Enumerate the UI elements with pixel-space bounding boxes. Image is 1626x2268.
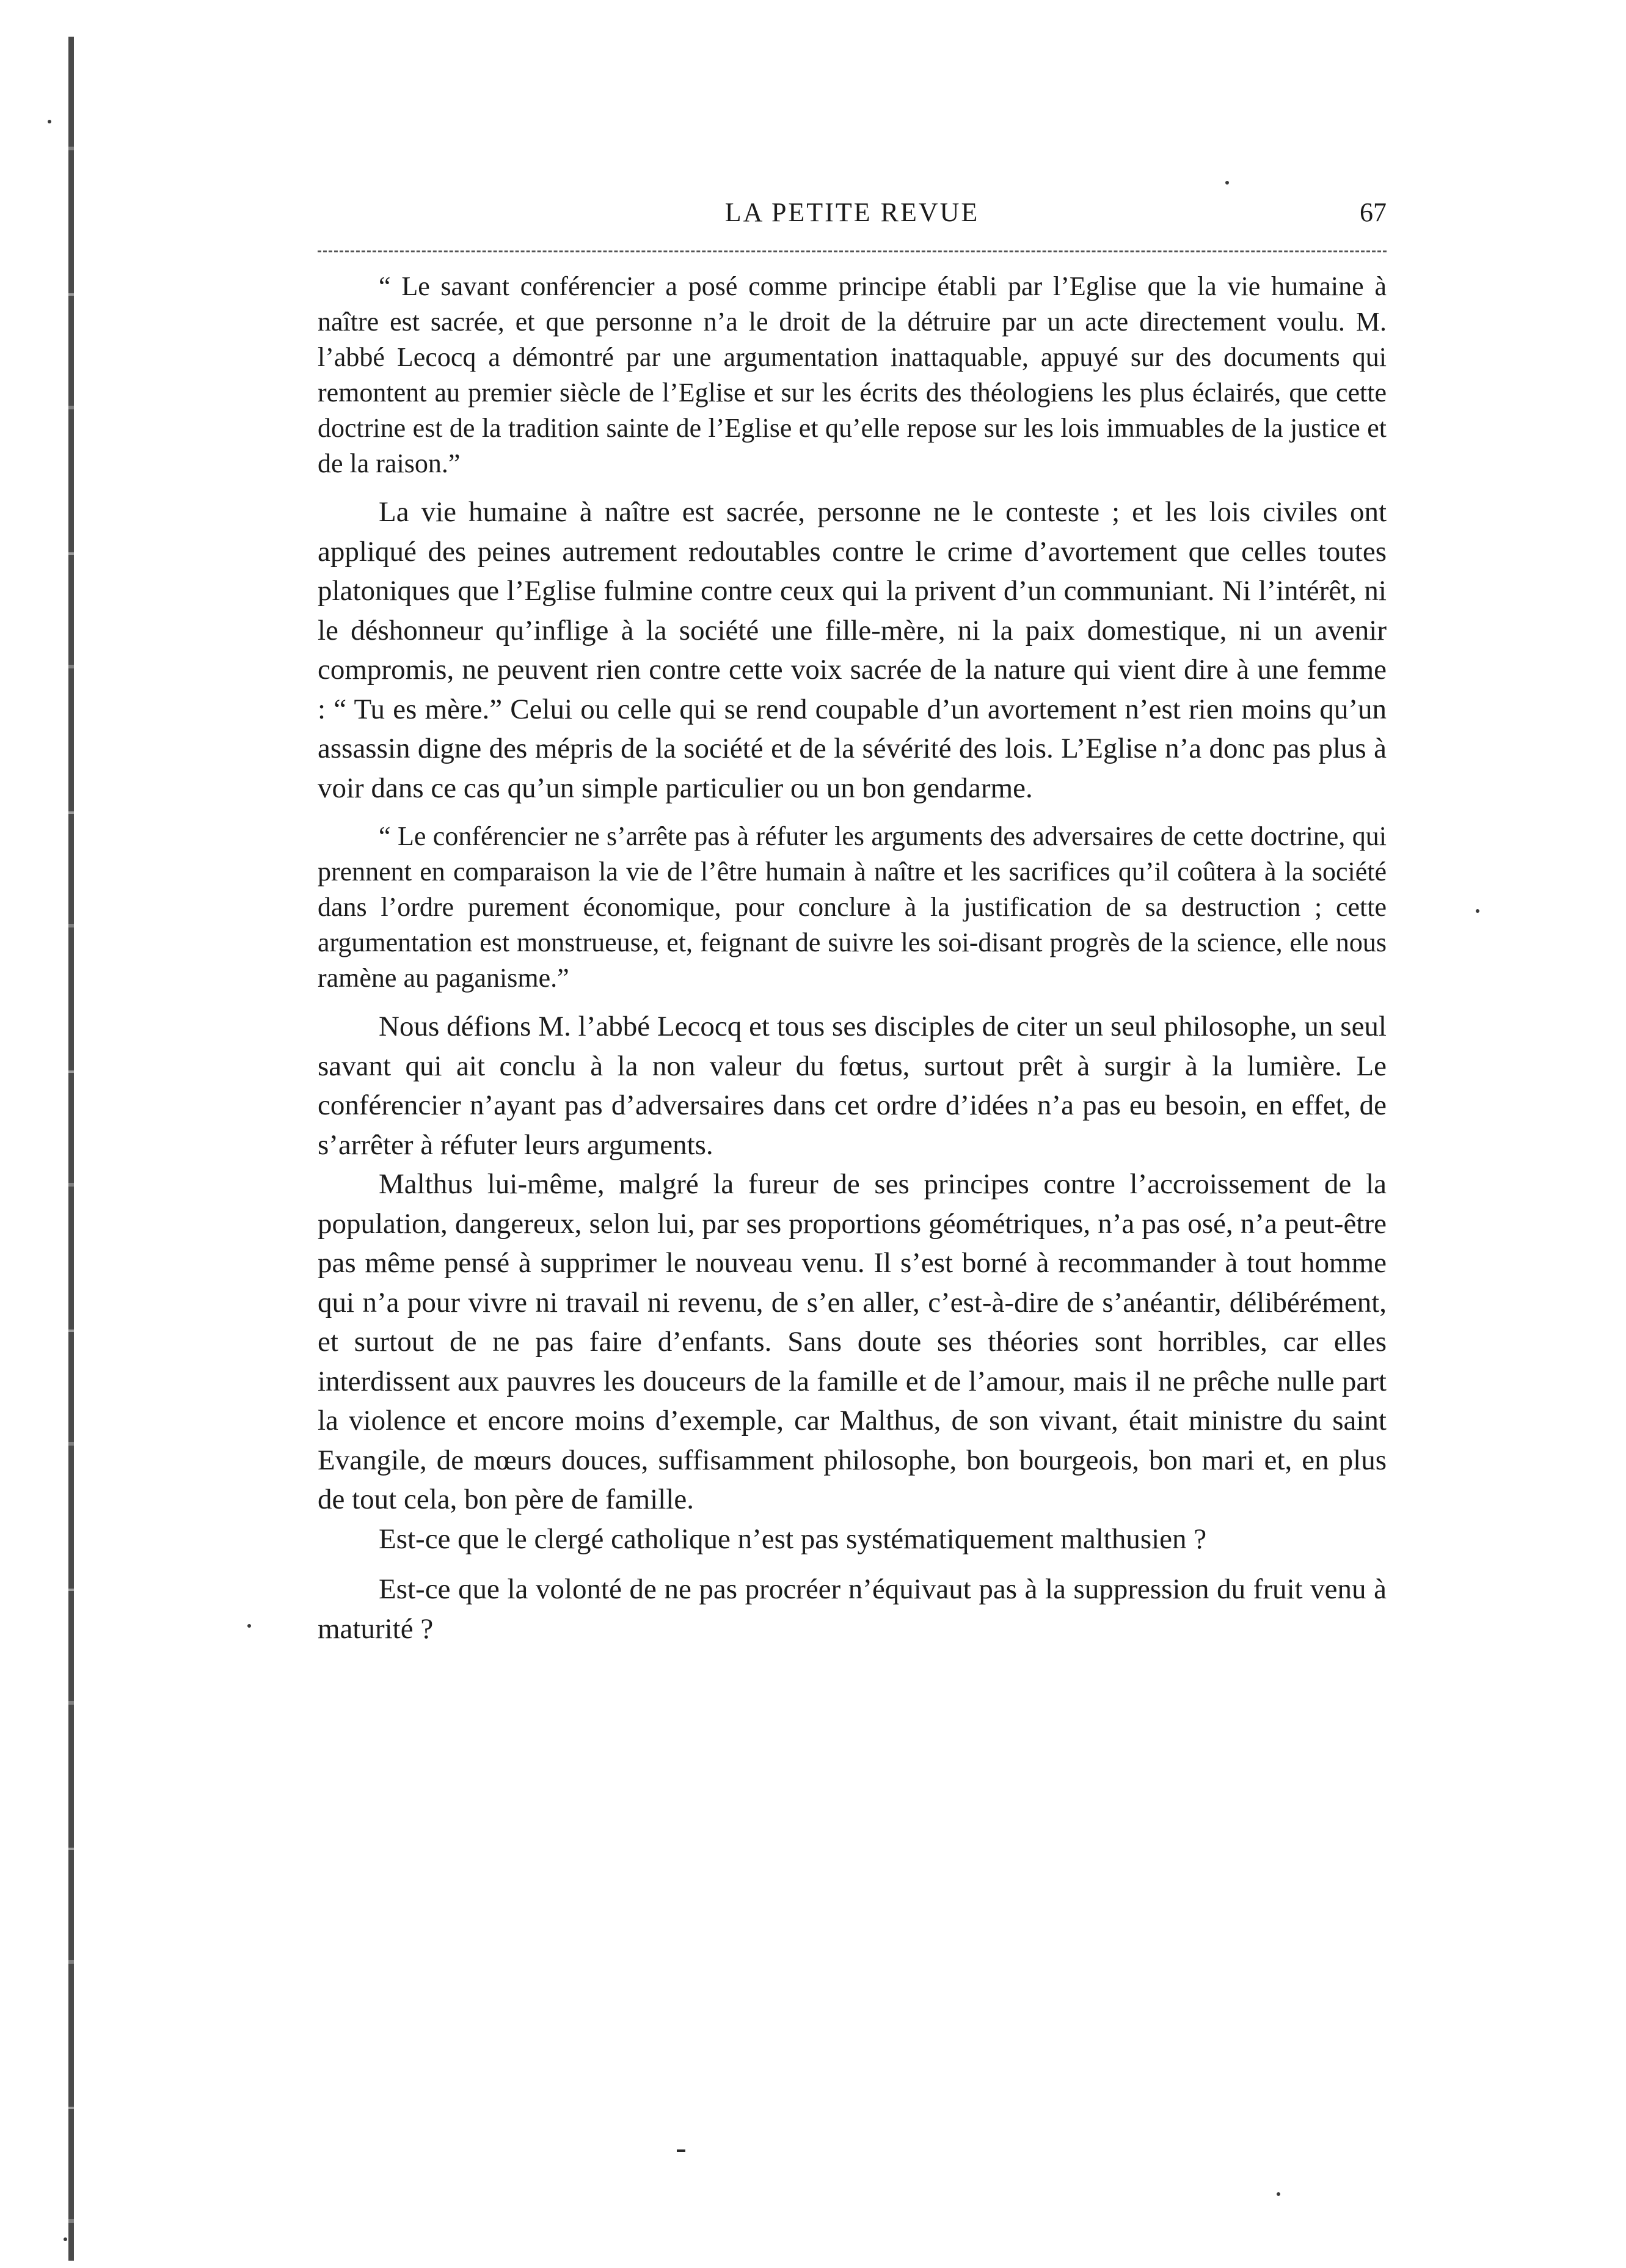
page-header [318, 194, 1387, 231]
scan-speck [247, 1624, 251, 1628]
paragraph-quote-1: “ Le savant conférencier a posé comme principe établi par l’Eglise que la vie humaine à naître est sacrée, et que personne n’a le droit de la détruire par un acte directement voulu. M. l’abbé Lecocq a démontré par une argumentation inattaquable, appuyé sur des documents qui remontent au premier siècle de l’Eglise et sur les écrits des théologiens les plus éclairés, que cette doctrine est de la tradition sainte de l’Eglise et qu’elle repose sur les lois immuables de la justice et de la raison.” [318, 271, 1387, 478]
scan-mark [677, 2149, 685, 2152]
header-rule [318, 251, 1387, 252]
paragraph-5: Malthus lui-même, malgré la fureur de ses principes contre l’accroissement de la population, dangereux, selon lui, par ses proportions géométriques, n’a pas osé, n’a peut-être pas même pensé à supprimer le nouveau venu. Il s’est borné à recommander à tout homme qui n’a pour vivre ni travail ni revenu, de s’en aller, c’est-à-dire de s’anéantir, délibérément, et surtout de ne pas faire d’enfants. Sans doute ses théories sont horribles, car elles interdissent aux pauvres les douceurs de la famille et de l’amour, mais il ne prêche nulle part la violence et encore moins d’exemple, car Malthus, de son vivant, était ministre du saint Evangile, de mœurs douces, suffisamment philosophe, bon bourgeois, bon mari et, en plus de tout cela, bon père de famille. [318, 1168, 1387, 1515]
paragraph-4: Nous défions M. l’abbé Lecocq et tous ses disciples de citer un seul philosophe, un seul savant qui ait conclu à la non valeur du fœtus, surtout prêt à surgir à la lumière. Le conférencier n’ayant pas d’adversaires dans cet ordre d’idées n’a pas eu besoin, en effet, de s’arrêter à réfuter leurs arguments. [318, 1011, 1387, 1161]
binding-edge [68, 37, 74, 2261]
running-title: LA PETITE REVUE [724, 197, 980, 227]
paragraph-2: La vie humaine à naître est sacrée, personne ne le conteste ; et les lois civiles ont appliqué des peines autrement redoutables contre le crime d’avortement que celles toutes platoniques que l’Eglise fulmine contre ceux qui la privent d’un communiant. Ni l’intérêt, ni le déshonneur qu’inflige à la société une fille-mère, ni la paix domestique, ni un avenir compromis, ne peuvent rien contre cette voix sacrée de la nature qui vient dire à une femme : “ Tu es mère.” Celui ou celle qui se rend coupable d’un avortement n’est rien moins qu’un assassin digne des mépris de la société et de la sévérité des lois. L’Eglise n’a donc pas plus à voir dans ce cas qu’un simple particulier ou un bon gendarme. [318, 496, 1387, 804]
scan-speck [64, 2237, 67, 2241]
scan-speck [48, 120, 51, 123]
body-text [318, 269, 1387, 1648]
page-number: 67 [1360, 197, 1387, 227]
scan-speck [1476, 909, 1479, 913]
paragraph-6: Est-ce que le clergé catholique n’est pas systématiquement malthusien ? [379, 1523, 1207, 1555]
scan-speck [1225, 181, 1229, 185]
paragraph-quote-3: “ Le conférencier ne s’arrête pas à réfuter les arguments des adversaires de cette doctrine, qui prennent en comparaison la vie de l’être humain à naître et les sacrifices qu’il coûtera à la société dans l’ordre purement économique, pour conclure à la justification de sa destruction ; cette argumentation est monstrueuse, et, feignant de suivre les soi-disant progrès de la science, elle nous ramène au paganisme.” [318, 821, 1387, 993]
scan-speck [1277, 2192, 1280, 2196]
paragraph-7: Est-ce que la volonté de ne pas procréer n’équivaut pas à la suppression du fruit venu à maturité ? [318, 1573, 1387, 1645]
